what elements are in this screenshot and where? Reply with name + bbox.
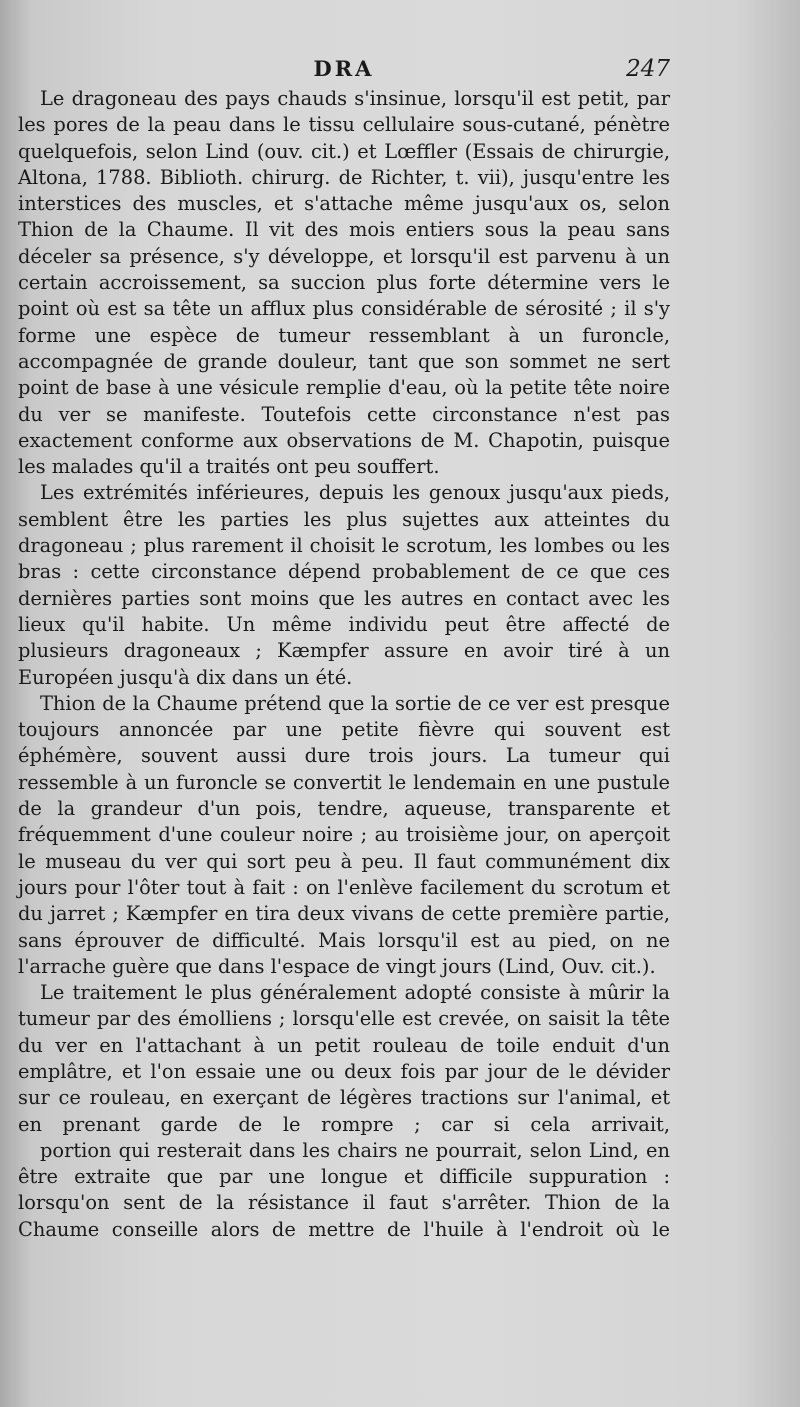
paragraph-5: portion qui resterait dans les chairs ne pourrait, selon Lind, en être extraite que par une longue et difficile suppuration : lorsqu'on sent de la résistance il faut s'arrêter. Thion de la Chaume conseille alors de mettre de l'huile à l'endroit où le xyxy=(18,1138,670,1241)
paragraph-1: Le dragoneau des pays chauds s'insinue, lorsqu'il est petit, par les pores de la peau dans le tissu cellulaire sous-cutané, pénètre quelquefois, selon Lind (ouv. cit.) et Lœffler (Essais de chirurgie, Altona, 1788. Biblioth. chirurg. de Richter, t. vii), jusqu'entre les interstices des muscles, et s'attache même jusqu'aux os, selon Thion de la Chaume. Il vit des mois entiers sous la peau sans déceler sa présence, s'y développe, et lorsqu'il est parvenu à un certain accroissement, sa succion plus forte détermine vers le point où est sa tête un afflux plus considérable de sérosité ; il s'y forme une espèce de tumeur ressemblant à un furoncle, accompagnée de grande douleur, tant que son sommet ne sert point de base à une vésicule remplie d'eau, où la petite tête noire du ver se manifeste. Toutefois cette circonstance n'est pas exactement conforme aux observations de M. Chapotin, puisque les malades qu'il a traités ont peu souffert. xyxy=(18,87,670,479)
page-header xyxy=(18,56,670,86)
running-head: DRA xyxy=(313,56,375,81)
body-text xyxy=(18,86,670,1243)
paragraph-3: Thion de la Chaume prétend que la sortie de ce ver est presque toujours annoncée par une petite fièvre qui souvent est éphémère, souvent aussi dure trois jours. La tumeur qui ressemble à un furoncle se convertit le lendemain en une pustule de la grandeur d'un pois, tendre, aqueuse, transparente et fréquemment d'une couleur noire ; au troisième jour, on aperçoit le museau du ver qui sort peu à peu. Il faut communément dix jours pour l'ôter tout à fait : on l'enlève facilement du scrotum et du jarret ; Kæmpfer en tira deux vivans de cette première partie, sans éprouver de difficulté. Mais lorsqu'il est au pied, on ne l'arrache guère que dans l'espace de vingt jours (Lind, Ouv. cit.). xyxy=(18,691,670,978)
paragraph-2: Les extrémités inférieures, depuis les genoux jusqu'aux pieds, semblent être les parties les plus sujettes aux atteintes du dragoneau ; plus rarement il choisit le scrotum, les lombes ou les bras : cette circonstance dépend probablement de ce que ces dernières parties sont moins que les autres en contact avec les lieux qu'il habite. Un même individu peut être affecté de plusieurs dragoneaux ; Kæmpfer assure en avoir tiré à un Européen jusqu'à dix dans un été. xyxy=(18,481,670,689)
paragraph-4: Le traitement le plus généralement adopté consiste à mûrir la tumeur par des émolliens ; lorsqu'elle est crevée, on saisit la tête du ver en l'attachant à un petit rouleau de toile enduit d'un emplâtre, et l'on essaie une ou deux fois par jour de le dévider sur ce rouleau, en exerçant de légères tractions sur l'animal, et en prenant garde de le rompre ; car si cela arrivait, xyxy=(18,981,670,1136)
page-number: 247 xyxy=(626,56,670,82)
